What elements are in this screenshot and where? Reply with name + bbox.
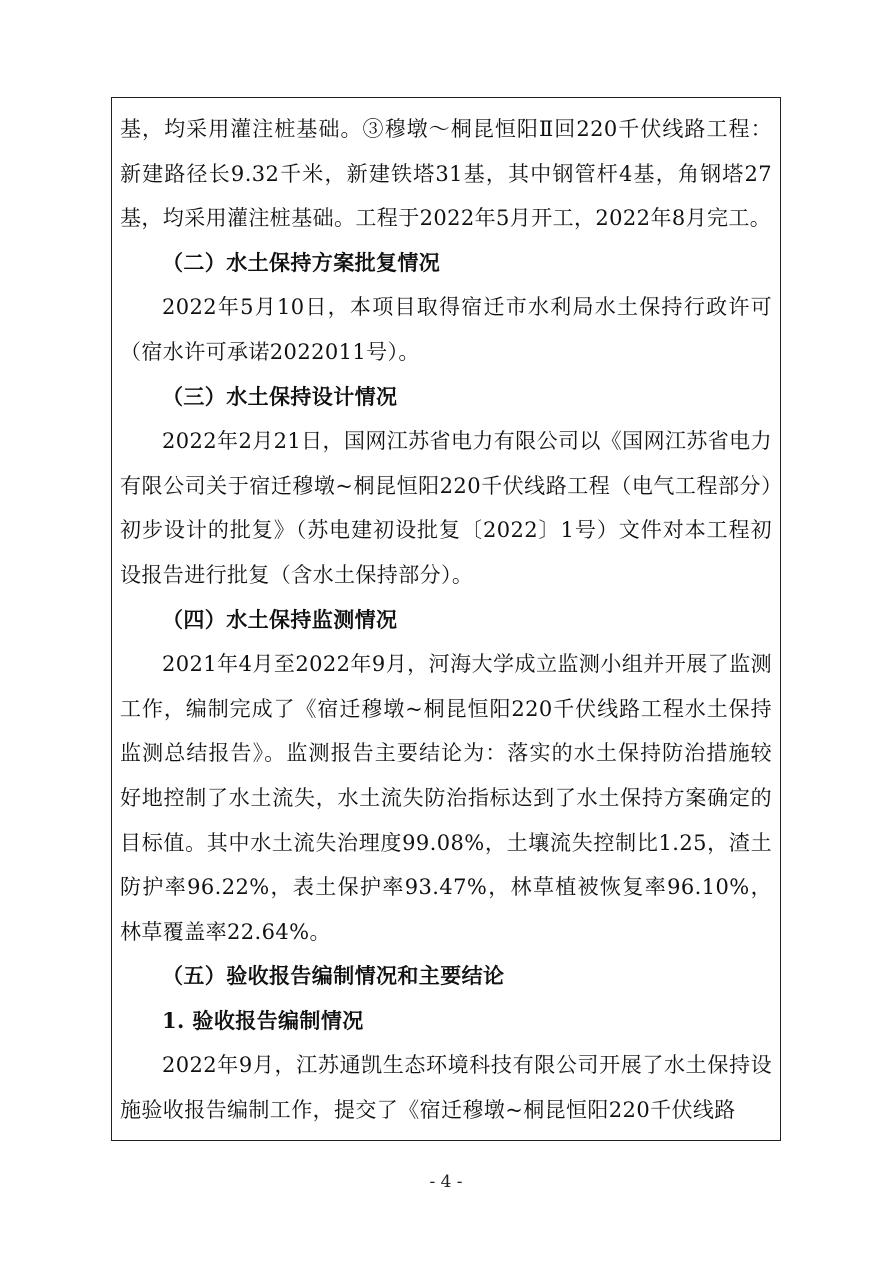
paragraph-project-scope: 基，均采用灌注桩基础。③穆墩～桐昆恒阳Ⅱ回220千伏线路工程：新建路径长9.32千米，新建铁塔31基，其中钢管杆4基，角钢塔27基，均采用灌注桩基础。工程于2022年5月开工，2022年8月完工。 (120, 117, 772, 231)
section-heading-plan-approval: （二）水土保持方案批复情况 (162, 249, 441, 275)
paragraph-design: 2022年2月21日，国网江苏省电力有限公司以《国网江苏省电力有限公司关于宿迁穆墩~桐昆恒阳220千伏线路工程（电气工程部分）初步设计的批复》（苏电建初设批复〔2022〕1号）文件对本工程初设报告进行批复（含水土保持部分）。 (120, 429, 772, 587)
section-heading-monitoring: （四）水土保持监测情况 (162, 606, 398, 632)
document-frame (111, 97, 781, 1141)
subsection-heading-report-compilation: 1. 验收报告编制情况 (162, 1007, 364, 1033)
section-heading-design: （三）水土保持设计情况 (162, 383, 398, 409)
paragraph-plan-approval: 2022年5月10日，本项目取得宿迁市水利局水土保持行政许可（宿水许可承诺2022011号）。 (120, 295, 772, 364)
paragraph-report-compilation: 2022年9月，江苏通凯生态环境科技有限公司开展了水土保持设施验收报告编制工作，提交了《宿迁穆墩~桐昆恒阳220千伏线路 (120, 1053, 772, 1123)
document-body (120, 107, 772, 1133)
page-number: - 4 - (429, 1172, 463, 1192)
section-heading-acceptance-report: （五）验收报告编制情况和主要结论 (162, 963, 505, 989)
paragraph-monitoring: 2021年4月至2022年9月，河海大学成立监测小组并开展了监测工作，编制完成了《宿迁穆墩~桐昆恒阳220千伏线路工程水土保持监测总结报告》。监测报告主要结论为：落实的水土保持防治措施较好地控制了水土流失，水土流失防治指标达到了水土保持方案确定的目标值。其中水土流失治理度99.08%，土壤流失控制比1.25，渣土防护率96.22%，表土保护率93.47%，林草植被恢复率96.10%，林草覆盖率22.64%。 (120, 652, 772, 944)
